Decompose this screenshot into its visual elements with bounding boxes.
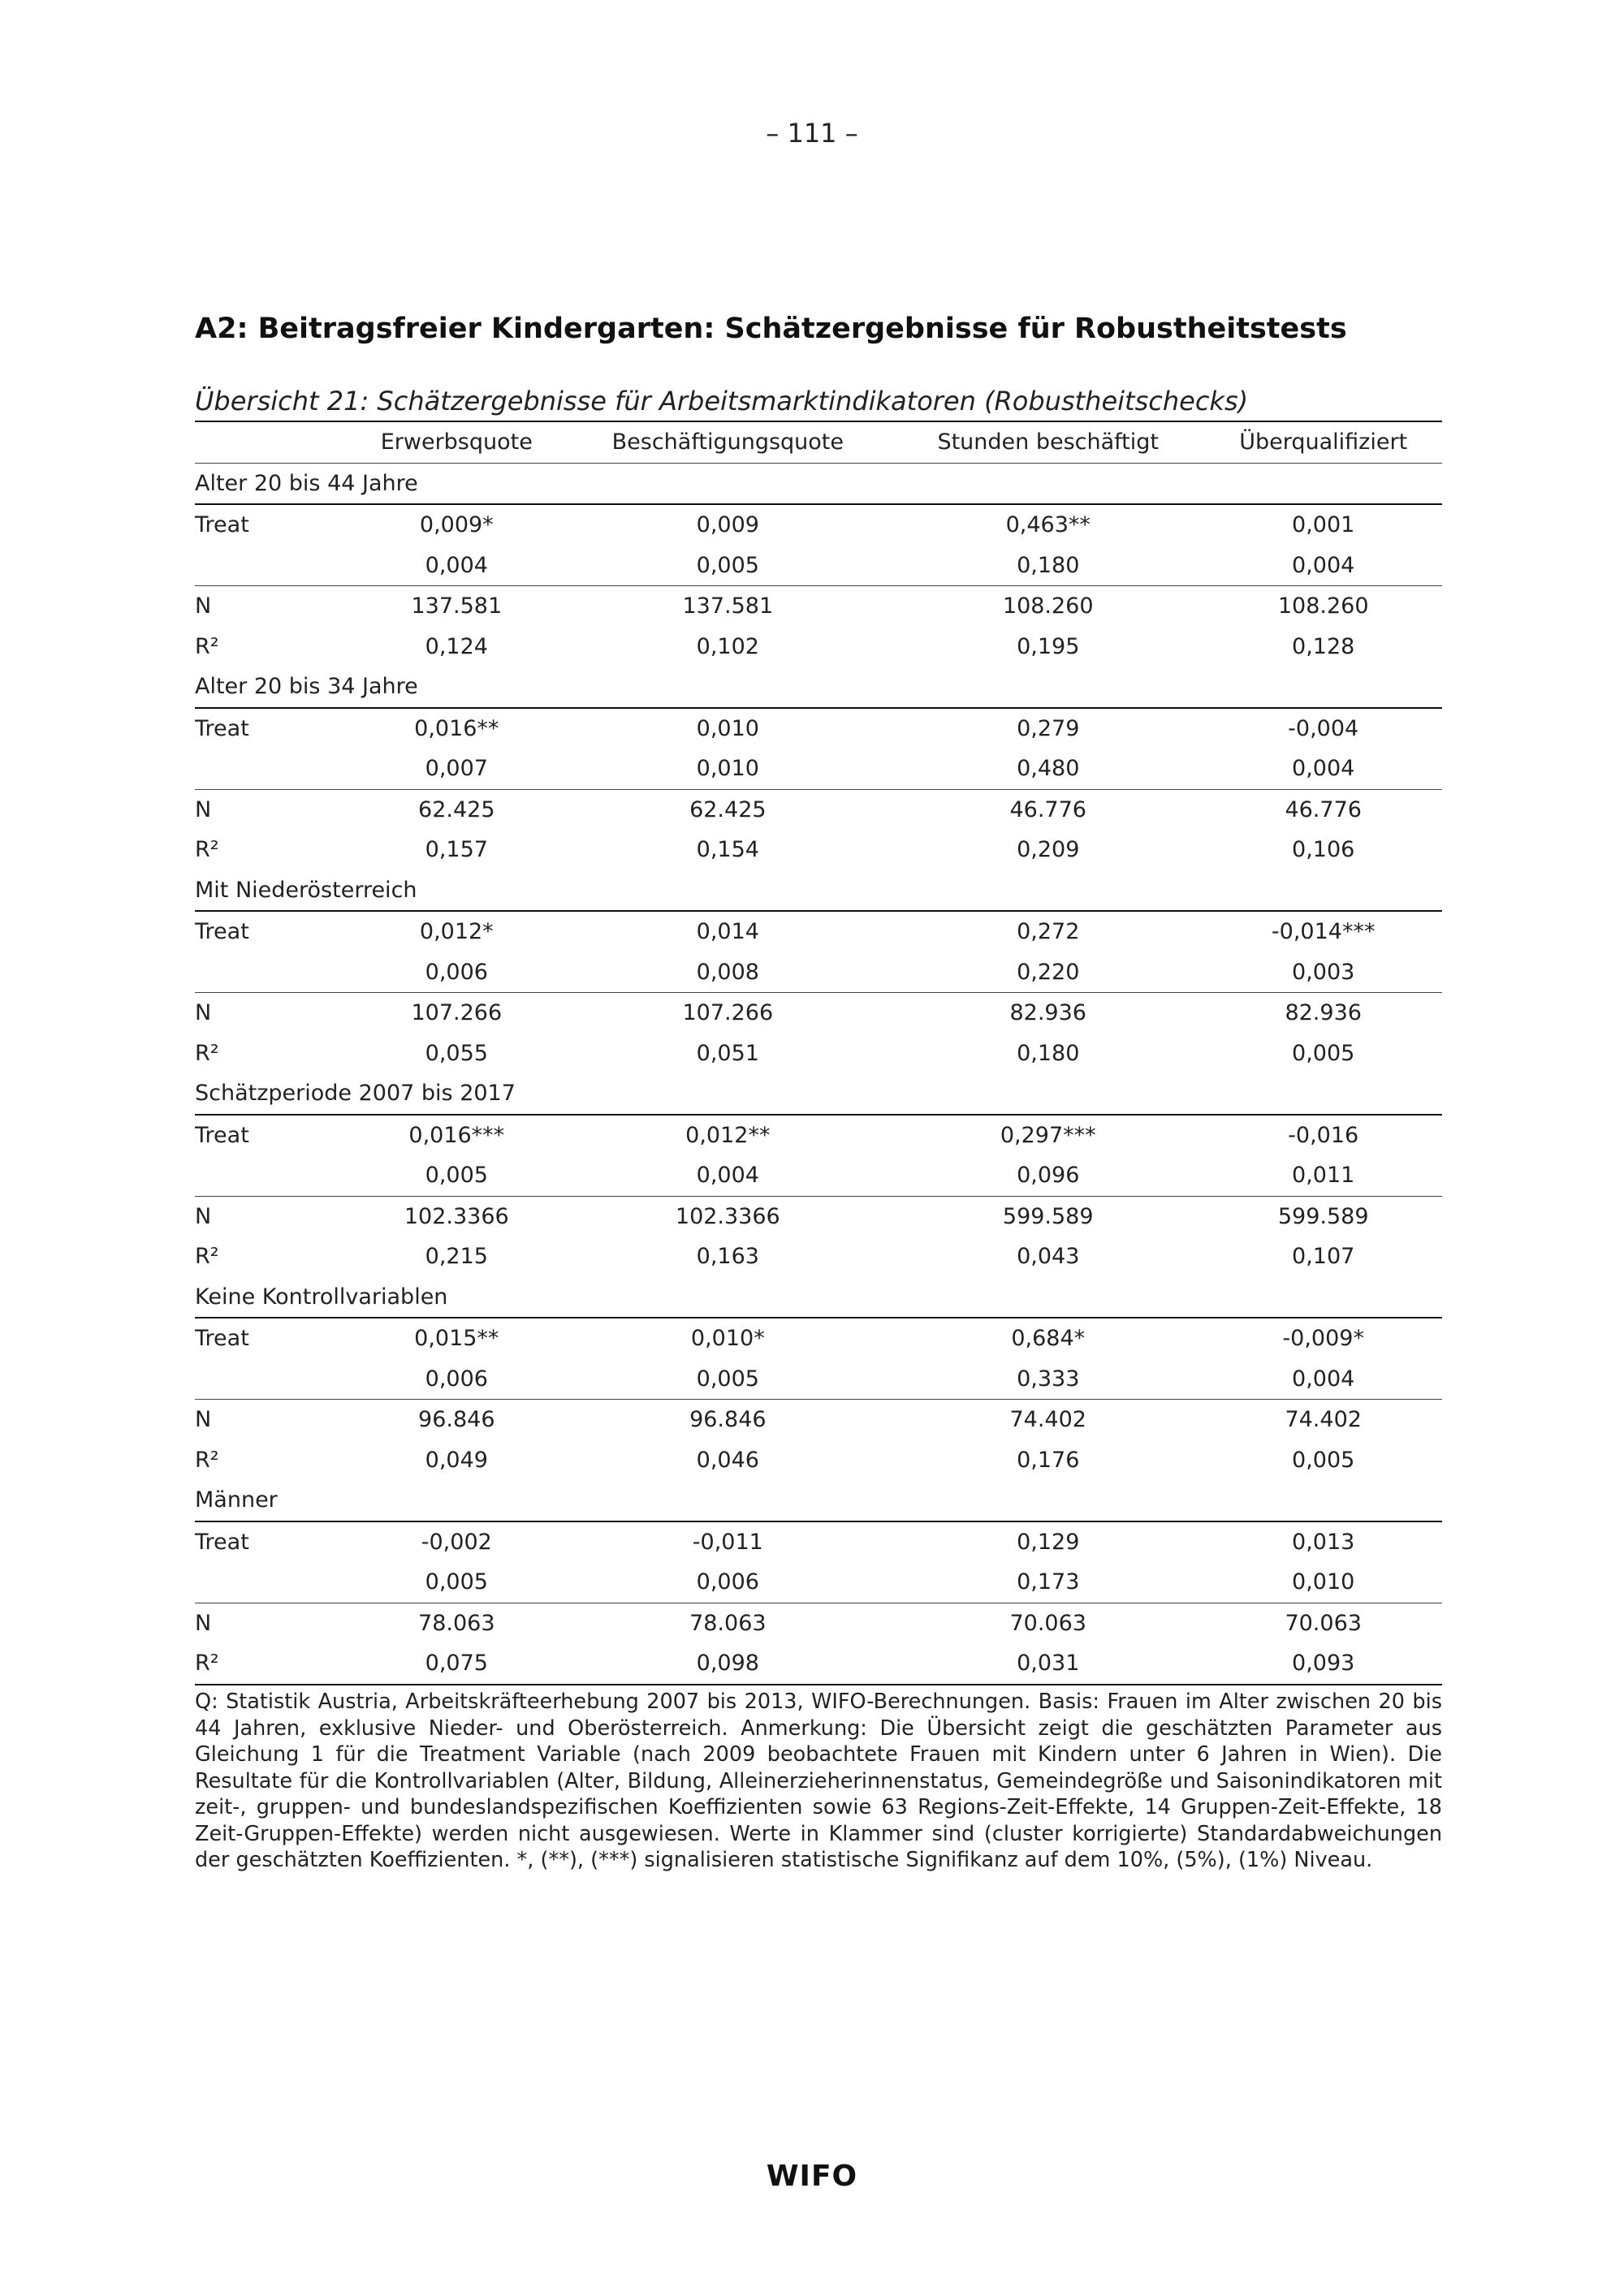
r-squared-row <box>195 1440 1442 1481</box>
n-row <box>195 993 1442 1034</box>
row-label: N <box>195 796 212 822</box>
group-title-row <box>195 667 1442 708</box>
table-cell: 62.425 <box>418 796 495 822</box>
row-label: R² <box>195 1040 219 1066</box>
table-cell: 0,043 <box>1017 1244 1080 1270</box>
table-cell: 78.063 <box>689 1610 767 1636</box>
table-cell: 0,006 <box>425 959 488 985</box>
table-cell: -0,009* <box>1282 1326 1364 1352</box>
table-cell: 0,004 <box>1292 756 1355 782</box>
standard-error-row <box>195 1562 1442 1603</box>
treat-row <box>195 1115 1442 1156</box>
table-cell: 0,011 <box>1292 1163 1355 1189</box>
table-cell: 0,055 <box>425 1040 488 1066</box>
table-cell: 0,005 <box>1292 1040 1355 1066</box>
row-label: Treat <box>195 1326 249 1352</box>
column-header: Überqualifiziert <box>1239 429 1408 455</box>
table-cell: 0,013 <box>1292 1529 1355 1555</box>
table-cell: 0,051 <box>696 1040 759 1066</box>
row-label <box>195 546 349 586</box>
table-cell: 0,163 <box>696 1244 759 1270</box>
table-caption: Übersicht 21: Schätzergebnisse für Arbeitsmarktindikatoren (Robustheitschecks) <box>195 386 1249 416</box>
table-cell: 0,124 <box>425 633 488 659</box>
table-cell: 137.581 <box>411 593 503 619</box>
row-label: N <box>195 1000 212 1026</box>
standard-error-row <box>195 749 1442 789</box>
standard-error-row <box>195 1155 1442 1196</box>
r-squared-row <box>195 627 1442 667</box>
table-cell: 0,096 <box>1017 1163 1080 1189</box>
r-squared-row <box>195 1643 1442 1685</box>
table-cell: 0,480 <box>1017 756 1080 782</box>
treat-row <box>195 1521 1442 1563</box>
row-label <box>195 1562 349 1603</box>
treat-row <box>195 708 1442 749</box>
table-cell: 0,220 <box>1017 959 1080 985</box>
group-title: Alter 20 bis 34 Jahre <box>195 674 418 700</box>
table-cell: 0,684* <box>1011 1326 1086 1352</box>
table-cell: 0,004 <box>1292 552 1355 578</box>
table-cell: 0,010 <box>696 756 759 782</box>
table-cell: 599.589 <box>1277 1203 1369 1229</box>
n-row <box>195 586 1442 627</box>
group-title: Keine Kontrollvariablen <box>195 1284 448 1310</box>
group-title: Schätzperiode 2007 bis 2017 <box>195 1081 516 1107</box>
table-cell: -0,004 <box>1288 715 1359 741</box>
table-cell: 0,333 <box>1017 1366 1080 1392</box>
table-cell: 46.776 <box>1009 796 1086 822</box>
table-cell: 0,102 <box>696 633 759 659</box>
table-cell: 0,157 <box>425 837 488 863</box>
table-cell: 0,008 <box>696 959 759 985</box>
row-label: R² <box>195 837 219 863</box>
row-label: Treat <box>195 919 249 945</box>
row-label: R² <box>195 1244 219 1270</box>
table-cell: 0,004 <box>425 552 488 578</box>
table-cell: 96.846 <box>689 1407 767 1433</box>
section-heading: A2: Beitragsfreier Kindergarten: Schätzergebnisse für Robustheitstests <box>195 313 1347 345</box>
table-cell: 0,215 <box>425 1244 488 1270</box>
footnote: Q: Statistik Austria, Arbeitskräfteerhebung 2007 bis 2013, WIFO-Berechnungen. Basis: Frauen im Alter zwischen 20 bis 44 Jahren, exklusive Nieder- und Oberösterreich. Anmerkung: Die Übersicht zeigt die geschätzten Parameter aus Gleichung 1 für die Treatment Variable (nach 2009 beobachtete Frauen mit Kindern unter 6 Jahren in Wien). Die Resultate für die Kontrollvariablen (Alter, Bildung, Alleinerzieherinnenstatus, Gemeindegröße und Saisonindikatoren mit zeit-, gruppen- und bundeslandspezifischen Koeffizienten sowie 63 Regions-Zeit-Effekte, 14 Gruppen-Zeit-Effekte, 18 Zeit-Gruppen-Effekte) werden nicht ausgewiesen. Werte in Klammer sind (cluster korrigierte) Standardabweichungen der geschätzten Koeffizienten. *, (**), (***) signalisieren statistische Signifikanz auf dem 10%, (5%), (1%) Niveau. <box>195 1690 1442 1872</box>
table-cell: 0,016** <box>414 715 499 741</box>
table-cell: 0,014 <box>696 919 759 945</box>
table-cell: 0,098 <box>696 1651 759 1677</box>
table-cell: 0,005 <box>425 1163 488 1189</box>
group-title-row <box>195 1073 1442 1115</box>
table-cell: 82.936 <box>1285 1000 1362 1026</box>
row-label: N <box>195 1407 212 1433</box>
treat-row <box>195 504 1442 546</box>
row-label: N <box>195 593 212 619</box>
table-cell: 0,129 <box>1017 1529 1080 1555</box>
table-cell: 0,005 <box>696 1366 759 1392</box>
table-cell: 0,006 <box>696 1569 759 1595</box>
table-cell: 0,176 <box>1017 1447 1080 1473</box>
group-title-row <box>195 463 1442 504</box>
group-title-row <box>195 1480 1442 1521</box>
n-row <box>195 1196 1442 1236</box>
r-squared-row <box>195 1034 1442 1074</box>
row-label <box>195 1359 349 1400</box>
n-row <box>195 789 1442 830</box>
standard-error-row <box>195 546 1442 586</box>
row-label <box>195 952 349 993</box>
table-cell: -0,014*** <box>1271 919 1376 945</box>
table-cell: 0,272 <box>1017 919 1080 945</box>
table-cell: 0,195 <box>1017 633 1080 659</box>
table-cell: 0,075 <box>425 1651 488 1677</box>
row-label: R² <box>195 633 219 659</box>
table-cell: 0,007 <box>425 756 488 782</box>
table-cell: 0,001 <box>1292 512 1355 538</box>
table-cell: 0,180 <box>1017 1040 1080 1066</box>
column-header <box>195 421 349 463</box>
group-title-row <box>195 1277 1442 1318</box>
table-cell: 108.260 <box>1002 593 1094 619</box>
table-cell: 0,003 <box>1292 959 1355 985</box>
page-number: – 111 – <box>766 118 858 149</box>
treat-row <box>195 1318 1442 1359</box>
column-header: Stunden beschäftigt <box>937 429 1159 455</box>
table-cell: 0,005 <box>696 552 759 578</box>
table-cell: 0,004 <box>696 1163 759 1189</box>
table-cell: 0,031 <box>1017 1651 1080 1677</box>
row-label <box>195 1155 349 1196</box>
row-label: Treat <box>195 1122 249 1148</box>
table-cell: 0,010* <box>690 1326 765 1352</box>
table-cell: -0,016 <box>1288 1122 1359 1148</box>
table-cell: 107.266 <box>411 1000 503 1026</box>
table-cell: 0,010 <box>1292 1569 1355 1595</box>
table-header-row <box>195 421 1442 463</box>
table-cell: 96.846 <box>418 1407 495 1433</box>
row-label: Treat <box>195 715 249 741</box>
table-cell: 0,180 <box>1017 552 1080 578</box>
r-squared-row <box>195 830 1442 870</box>
table-body <box>195 463 1442 1685</box>
n-row <box>195 1400 1442 1440</box>
group-title: Alter 20 bis 44 Jahre <box>195 470 418 496</box>
row-label: N <box>195 1203 212 1229</box>
standard-error-row <box>195 1359 1442 1400</box>
table-cell: 0,106 <box>1292 837 1355 863</box>
table-cell: 107.266 <box>682 1000 774 1026</box>
table-cell: 0,209 <box>1017 837 1080 863</box>
table-cell: 78.063 <box>418 1610 495 1636</box>
table-cell: 0,009 <box>696 512 759 538</box>
table-cell: 82.936 <box>1009 1000 1086 1026</box>
group-title: Männer <box>195 1487 278 1513</box>
row-label: N <box>195 1610 212 1636</box>
table-cell: -0,011 <box>692 1529 763 1555</box>
table-cell: 0,154 <box>696 837 759 863</box>
table-cell: 70.063 <box>1285 1610 1362 1636</box>
row-label: Treat <box>195 512 249 538</box>
table-cell: 0,005 <box>425 1569 488 1595</box>
table-cell: 108.260 <box>1277 593 1369 619</box>
table-cell: 599.589 <box>1002 1203 1094 1229</box>
table-cell: 0,093 <box>1292 1651 1355 1677</box>
column-header: Erwerbsquote <box>380 429 533 455</box>
table-cell: 0,128 <box>1292 633 1355 659</box>
table-cell: 0,297*** <box>1000 1122 1096 1148</box>
table-cell: 0,107 <box>1292 1244 1355 1270</box>
table-cell: 0,005 <box>1292 1447 1355 1473</box>
wifo-logo: WIFO <box>766 2160 858 2193</box>
table-cell: 0,016*** <box>408 1122 505 1148</box>
table-cell: 74.402 <box>1285 1407 1362 1433</box>
table-cell: 70.063 <box>1009 1610 1086 1636</box>
row-label: R² <box>195 1447 219 1473</box>
table-cell: 137.581 <box>682 593 774 619</box>
table-cell: 0,463** <box>1005 512 1091 538</box>
r-squared-row <box>195 1236 1442 1277</box>
table-cell: 102.3366 <box>404 1203 509 1229</box>
table-cell: 0,046 <box>696 1447 759 1473</box>
table-cell: 0,006 <box>425 1366 488 1392</box>
treat-row <box>195 911 1442 952</box>
table-cell: 0,173 <box>1017 1569 1080 1595</box>
table-cell: 0,279 <box>1017 715 1080 741</box>
table-cell: 0,012** <box>685 1122 771 1148</box>
row-label: R² <box>195 1651 219 1677</box>
table-cell: 0,049 <box>425 1447 488 1473</box>
table-cell: -0,002 <box>421 1529 492 1555</box>
row-label: Treat <box>195 1529 249 1555</box>
column-header: Beschäftigungsquote <box>611 429 844 455</box>
table-cell: 46.776 <box>1285 796 1362 822</box>
table-cell: 0,009* <box>419 512 494 538</box>
standard-error-row <box>195 952 1442 993</box>
table-cell: 0,004 <box>1292 1366 1355 1392</box>
table-cell: 0,010 <box>696 715 759 741</box>
table-cell: 74.402 <box>1009 1407 1086 1433</box>
n-row <box>195 1603 1442 1643</box>
group-title-row <box>195 870 1442 912</box>
table-cell: 0,012* <box>419 919 494 945</box>
table-cell: 102.3366 <box>675 1203 780 1229</box>
group-title: Mit Niederösterreich <box>195 877 417 903</box>
table-cell: 0,015** <box>414 1326 499 1352</box>
results-table <box>195 421 1442 1685</box>
table-cell: 62.425 <box>689 796 767 822</box>
row-label <box>195 749 349 789</box>
